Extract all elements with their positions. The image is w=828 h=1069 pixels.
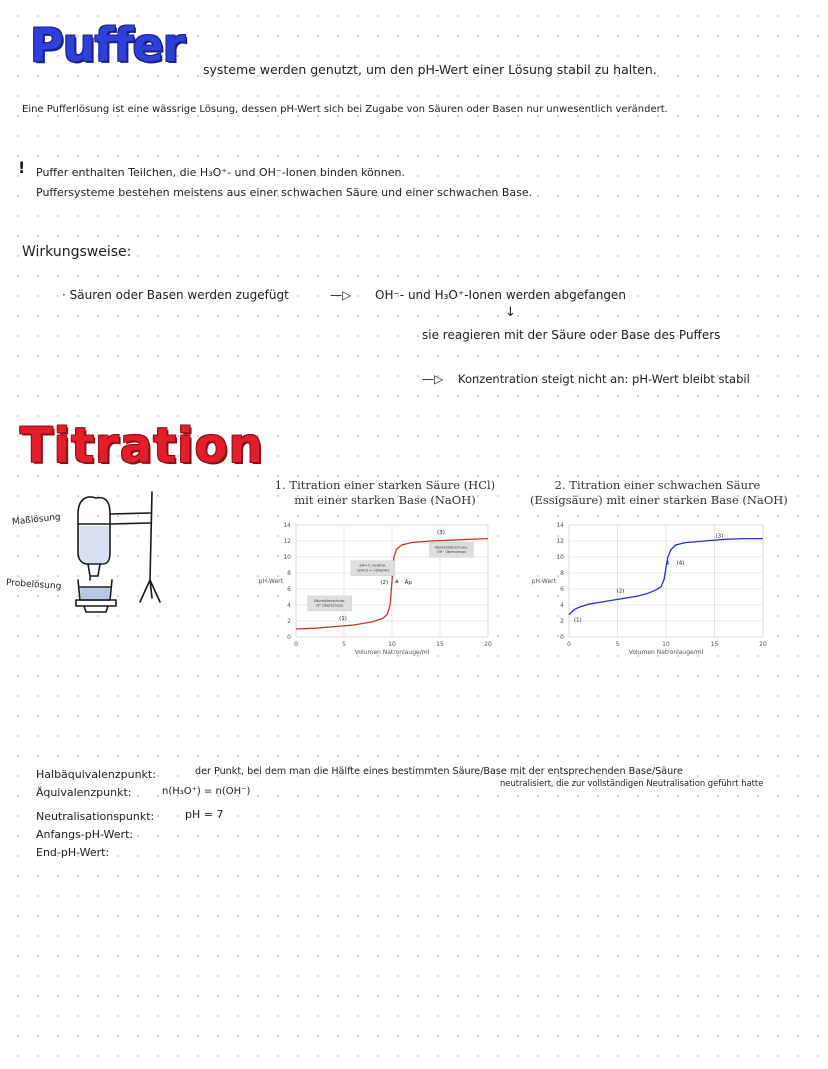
term-end-ph: End-pH-Wert: [36, 846, 110, 859]
wirkung-bullet: · Säuren oder Basen werden zugefügt [62, 288, 289, 302]
chart2-annotation-label: (2) [616, 588, 625, 595]
def-halbaequivalenzpunkt: der Punkt, bei dem man die Hälfte eines bestimmten Säure/Base mit der entsprechenden Base/Säure [195, 766, 683, 777]
arrow-icon-2: —▷ [422, 372, 444, 386]
chart2-title-line2: (Essigsäure) mit einer starken Base (NaOH) [530, 493, 788, 507]
titration-heading: Titration [20, 418, 264, 474]
chart2-title-line1: 2. Titration einer schwachen Säure [554, 478, 761, 492]
chart2-xtick-label: 20 [759, 641, 767, 648]
chart1-ytick-label: 8 [287, 570, 291, 578]
chart2-annotation-label: (1) [573, 617, 582, 624]
chart1-xtick-label: 5 [342, 641, 346, 648]
chart1-ytick-label: 6 [287, 586, 291, 594]
chart1-ytick-label: 14 [283, 522, 291, 530]
chart2-annotation-label: (3) [715, 533, 724, 540]
chart1-xlabel: Volumen Natronlauge/ml [354, 649, 430, 656]
term-neutralisationspunkt: Neutralisationspunkt: [36, 810, 155, 823]
chart2-ytick-label: 10 [556, 554, 564, 562]
arrow-icon: —▷ [330, 288, 352, 302]
chart1-title [270, 478, 500, 508]
puffer-intro-text: systeme werden genutzt, um den pH-Wert einer Lösung stabil zu halten. [203, 62, 657, 77]
chart2-ytick-label: 14 [556, 522, 564, 530]
chart2-ytick-label: 8 [560, 570, 564, 578]
chart1-annotation-box-text: Säureüberschuss, [313, 598, 346, 603]
def-aequivalenzpunkt: n(H₃O⁺) = n(OH⁻) [162, 786, 251, 797]
term-anfangs-ph: Anfangs-pH-Wert: [36, 828, 134, 841]
chart2-ytick-label: 12 [556, 538, 564, 546]
chart2-ytick-label: 2 [560, 618, 564, 626]
chart1-ylabel: pH-Wert [258, 578, 283, 585]
chart1-xtick-label: 0 [294, 641, 298, 648]
titration-apparatus-drawing [10, 480, 190, 620]
chart1-xtick-label: 20 [484, 641, 492, 648]
chart2-title [530, 478, 788, 508]
chart1-ytick-label: 4 [287, 602, 291, 610]
chart1-ytick-label: 12 [283, 538, 291, 546]
exclamation-icon: ! [18, 158, 26, 177]
chart2-annotation-label: (4) [676, 560, 685, 567]
chart2-xtick-label: 0 [567, 641, 571, 648]
def-halbaequivalenzpunkt-cont: neutralisiert, die zur vollständigen Neutralisation geführt hatte [500, 778, 764, 788]
chart1-annotation-label: (1) [339, 615, 347, 622]
chart1-annotation-label: Äp [404, 579, 412, 586]
chart2-xtick-label: 5 [615, 641, 620, 648]
chart2-ytick-label: 6 [560, 586, 564, 594]
chart1-annotation-label: (3) [437, 530, 445, 537]
react-text: sie reagieren mit der Säure oder Base des Puffers [422, 328, 721, 342]
chart1-annotation-label: ≙ [394, 579, 400, 586]
massloesung-label: Maßlösung [11, 512, 62, 528]
chart1-annotation-box-text: H⁺ Überschuss [316, 603, 343, 608]
definition-text: Eine Pufferlösung ist eine wässrige Lösung, dessen pH-Wert sich bei Zugabe von Säuren oder Basen nur unwesentlich verändert. [22, 104, 668, 115]
term-halbaequivalenzpunkt: Halbäquivalenzpunkt: [36, 768, 156, 781]
chart1-annotation-box-text: Basenüberschuss, [435, 545, 468, 550]
chart1-plot [250, 515, 495, 665]
chart1-annotation-box-text: n(HCl) = n(NaOH) [356, 568, 389, 573]
chart2-xtick-label: 10 [662, 641, 670, 648]
def-neutralisationspunkt: pH = 7 [185, 808, 224, 821]
chart2-plot [522, 515, 772, 665]
down-arrow-icon: ↓ [505, 305, 516, 320]
chart1-title-line1: 1. Titration einer starken Säure (HCl) [274, 478, 496, 492]
chart2-xlabel: Volumen Natronlauge/ml [628, 649, 704, 656]
probeloesung-label: Probelösung [5, 578, 62, 592]
chart1-ytick-label: 10 [283, 554, 291, 562]
chart1-ytick-label: 0 [287, 634, 291, 642]
result-text: Konzentration steigt nicht an: pH-Wert bleibt stabil [458, 372, 750, 386]
term-aequivalenzpunkt: Äquivalenzpunkt: [36, 786, 132, 799]
chart1-annotation-label: (2) [380, 579, 389, 586]
chart1-annotation-box-text: pH=7, neutral, [359, 563, 387, 568]
chart1-xtick-label: 15 [436, 641, 444, 648]
ions-text: OH⁻- und H₃O⁺-Ionen werden abgefangen [375, 288, 626, 302]
chart1-ytick-label: 2 [287, 618, 291, 626]
puffer-heading: Puffer [30, 18, 185, 72]
chart1-annotation-box-text: OH⁻ Überschuss [436, 549, 467, 554]
chart2-ytick-label: 0 [560, 634, 564, 642]
info-line-2: Puffersysteme bestehen meistens aus einer schwachen Säure und einer schwachen Base. [36, 186, 533, 199]
chart1-xtick-label: 10 [388, 641, 396, 648]
chart2-ylabel: pH-Wert [531, 578, 556, 585]
chart2-ytick-label: 4 [560, 602, 564, 610]
chart2-annotation-label: ‡ [666, 560, 670, 567]
wirkungsweise-heading: Wirkungsweise: [22, 244, 132, 260]
chart1-title-line2: mit einer starken Base (NaOH) [294, 493, 476, 507]
info-line-1: Puffer enthalten Teilchen, die H₃O⁺- und OH⁻-Ionen binden können. [36, 166, 405, 179]
chart2-xtick-label: 15 [710, 641, 719, 648]
